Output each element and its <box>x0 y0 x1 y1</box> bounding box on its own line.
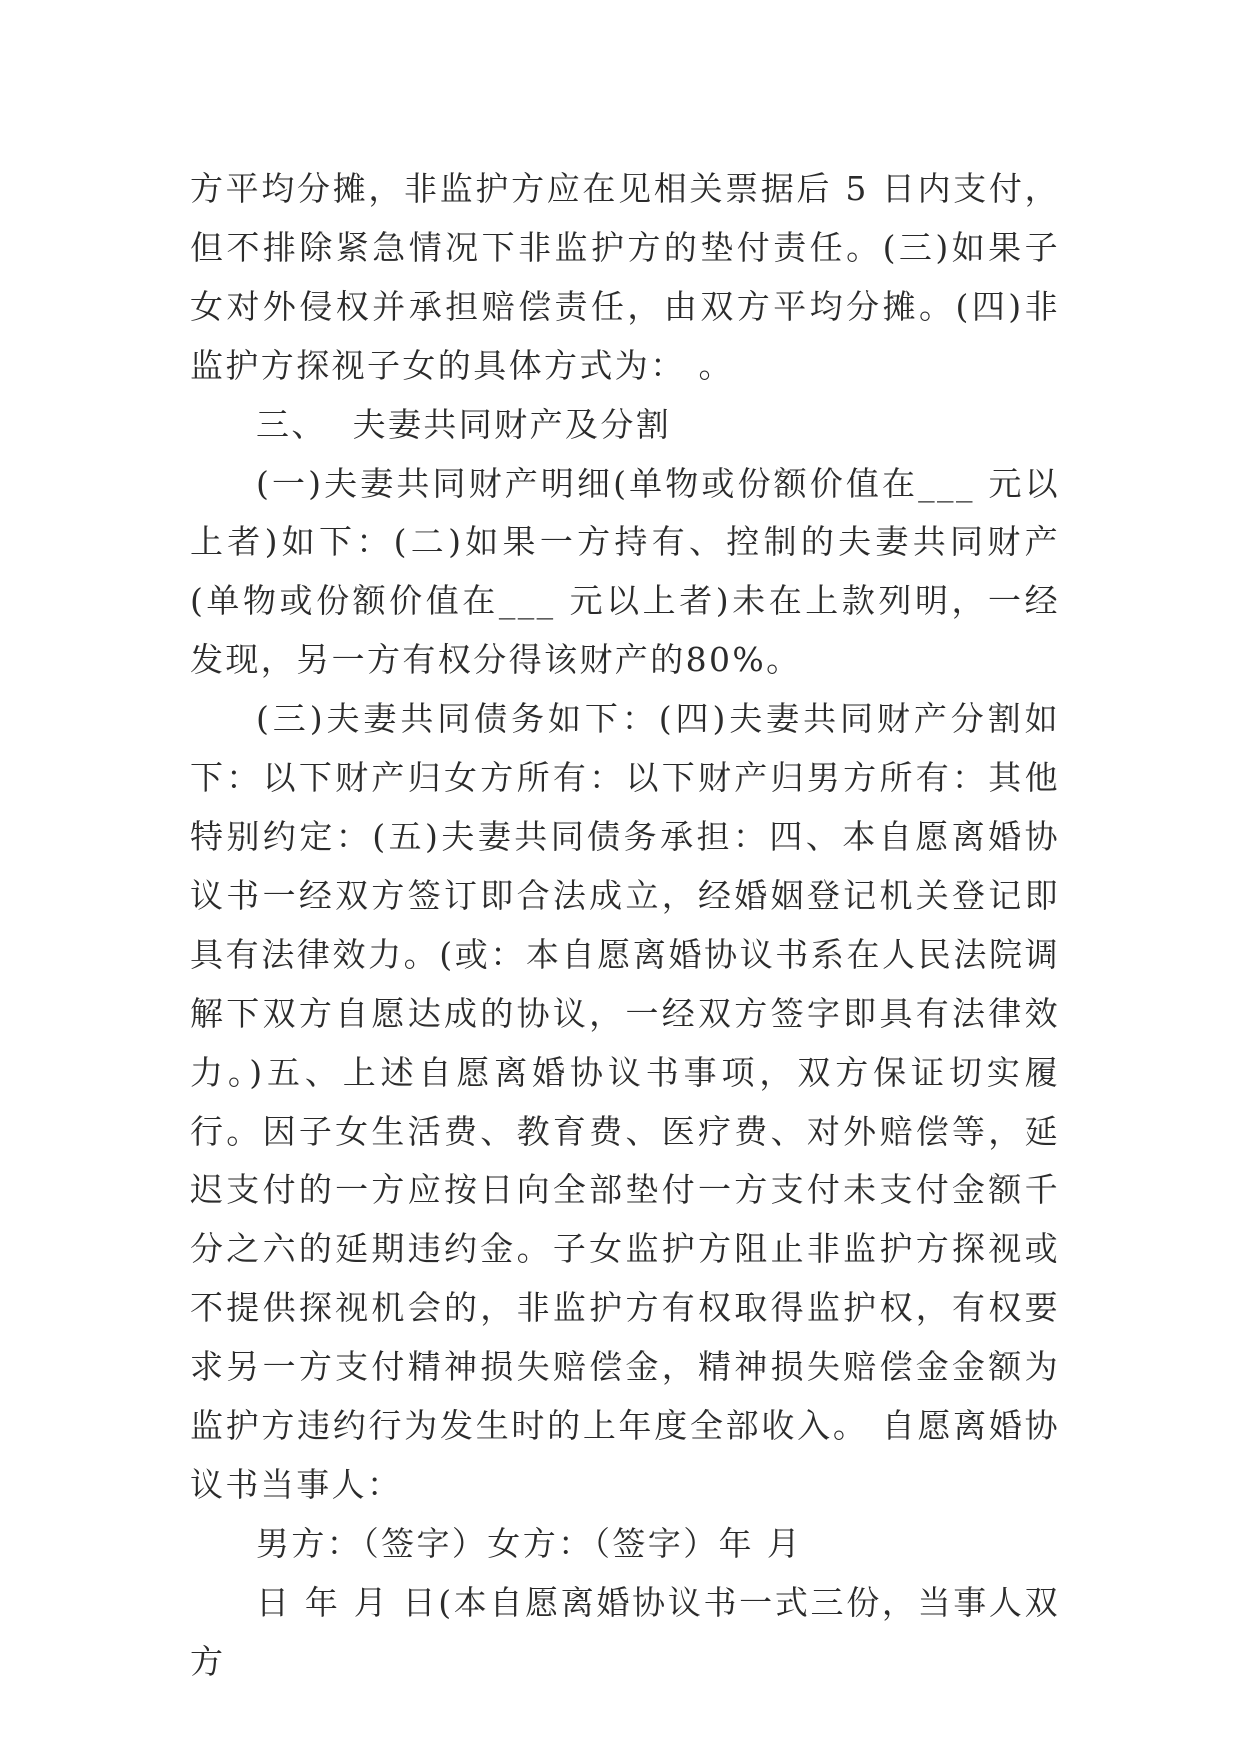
paragraph-signatures: 男方：（签字）女方：（签字）年 月 <box>256 1523 803 1563</box>
document-body <box>190 160 1060 1692</box>
section-heading-property: 三、 夫妻共同财产及分割 <box>256 404 672 444</box>
paragraph-child-support: 方平均分摊，非监护方应在见相关票据后 5 日内支付，但不排除紧急情况下非监护方的垫付责任。(三)如果子女对外侵权并承担赔偿责任，由双方平均分摊。(四)非监护方探视子女的具体方式为： 。 <box>190 169 1060 385</box>
paragraph-debts-and-effect: (三)夫妻共同债务如下：(四)夫妻共同财产分割如下：以下财产归女方所有：以下财产归男方所有：其他特别约定：(五)夫妻共同债务承担：四、本自愿离婚协议书一经双方签订即合法成立，经婚姻登记机关登记即具有法律效力。(或：本自愿离婚协议书系在人民法院调解下双方自愿达成的协议，一经双方签字即具有法律效力。)五、上述自愿离婚协议书事项，双方保证切实履行。因子女生活费、教育费、医疗费、对外赔偿等，延迟支付的一方应按日向全部垫付一方支付未支付金额千分之六的延期违约金。子女监护方阻止非监护方探视或不提供探视机会的，非监护方有权取得监护权，有权要求另一方支付精神损失赔偿金，精神损失赔偿金金额为监护方违约行为发生时的上年度全部收入。 自愿离婚协议书当事人： <box>190 699 1060 1504</box>
paragraph-date-copies: 日 年 月 日(本自愿离婚协议书一式三份，当事人双方 <box>190 1582 1060 1681</box>
paragraph-property-details: (一)夫妻共同财产明细(单物或份额价值在___ 元以上者)如下：(二)如果一方持有、控制的夫妻共同财产(单物或份额价值在___ 元以上者)未在上款列明，一经发现，另一方有权分得该财产的80%。 <box>190 463 1060 680</box>
